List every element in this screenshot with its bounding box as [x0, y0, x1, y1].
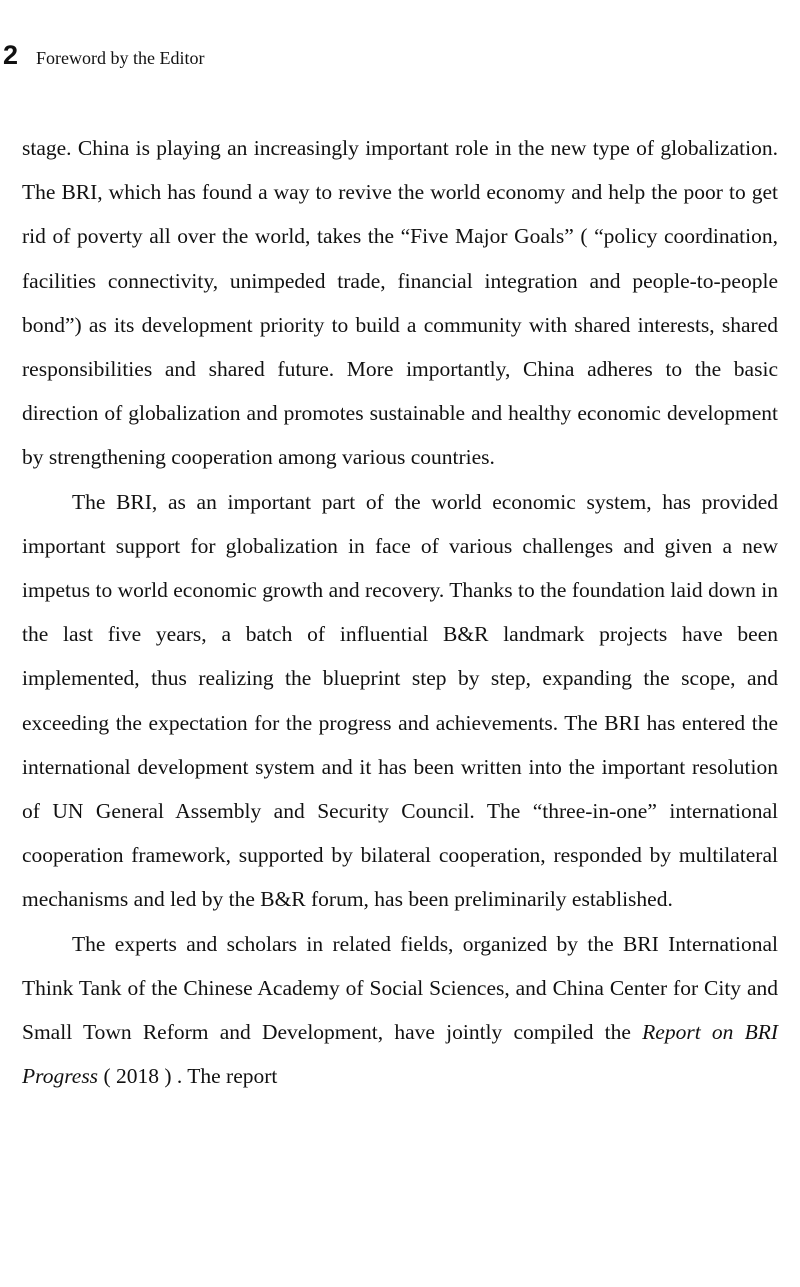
paragraph-3-text-before: The experts and scholars in related fields, organized by the BRI International Think Tank of the Chinese Academy of Social Sciences, and China Center for City and Small Town Reform and Development, have jointly compiled the [22, 931, 778, 1045]
running-title: Foreword by the Editor [36, 48, 205, 68]
paragraph-3-text-after: ( 2018 ) . The report [98, 1064, 278, 1089]
paragraph-2: The BRI, as an important part of the world economic system, has provided important support for globalization in face of various challenges and given a new impetus to world economic growth and recovery. Thanks to the foundation laid down in the last five years, a batch of influential B&R landmark projects have been implemented, thus realizing the blueprint step by step, expanding the scope, and exceeding the expectation for the progress and achievements. The BRI has entered the international development system and it has been written into the important resolution of UN General Assembly and Security Council. The “three-in-one” international cooperation framework, supported by bilateral cooperation, responded by multilateral mechanisms and led by the B&R forum, has been preliminarily established. [22, 489, 778, 912]
paragraph-1: stage. China is playing an increasingly important role in the new type of globalization. The BRI, which has found a way to revive the world economy and help the poor to get rid of poverty all over the world, takes the “Five Major Goals” ( “policy coordination, facilities connectivity, unimpeded trade, financial integration and people-to-people bond”) as its development priority to build a community with shared interests, shared responsibilities and shared future. More importantly, China adheres to the basic direction of globalization and promotes sustainable and healthy economic development by strengthening cooperation among various countries. [22, 136, 778, 470]
paragraph-3 [22, 922, 778, 1099]
page-number: 2 [3, 40, 19, 70]
body-text [22, 126, 778, 1098]
report-title: Report on BRI Progress [22, 1020, 778, 1089]
running-head [3, 38, 205, 72]
